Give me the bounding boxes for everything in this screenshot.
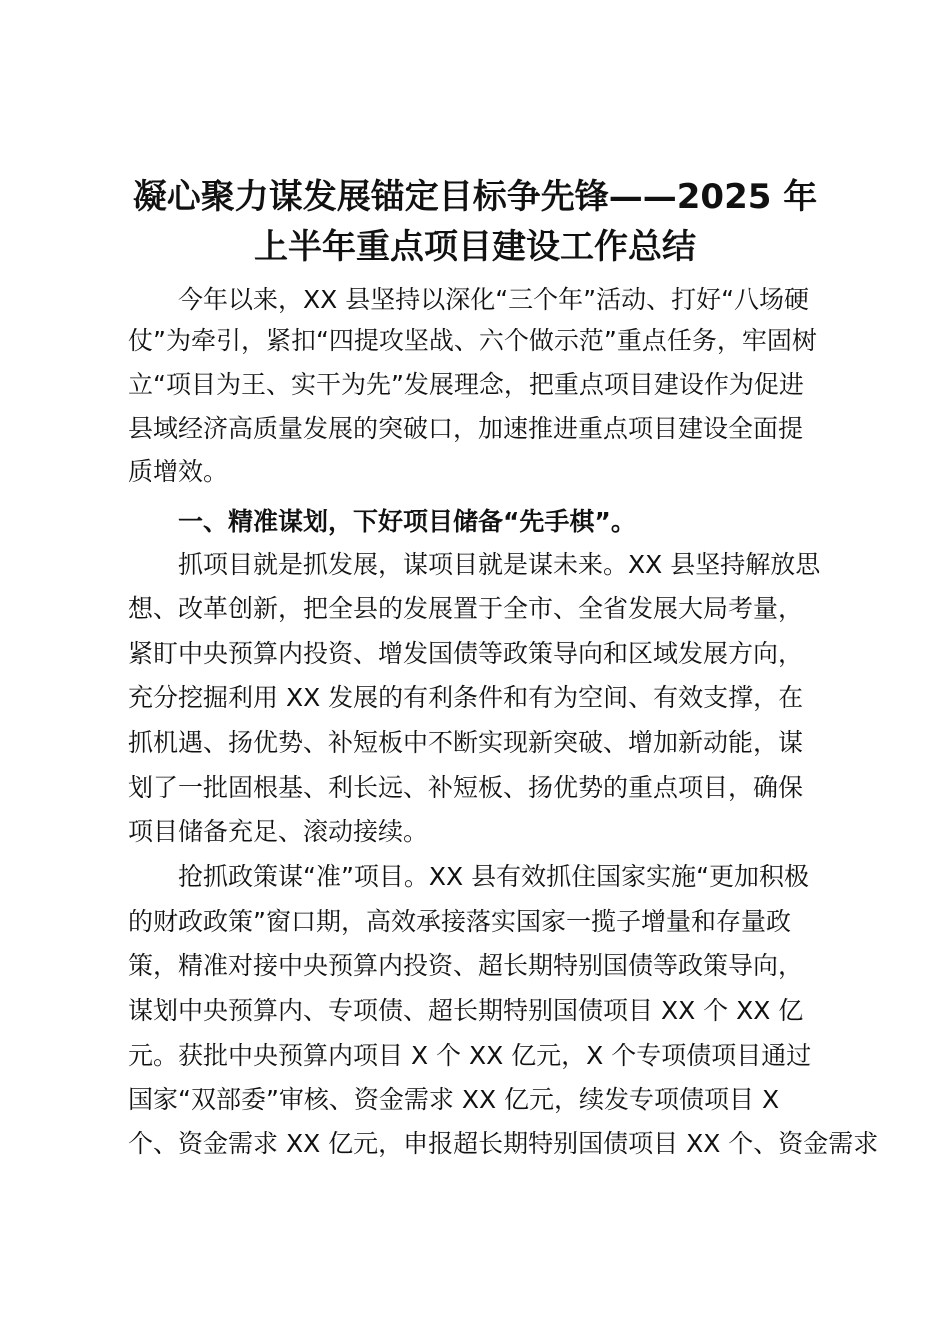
body-line: 充分挖掘利用 XX 发展的有利条件和有为空间、有效支撑，在 bbox=[128, 683, 804, 712]
section-heading: 一、精准谋划，下好项目储备“先手棋”。 bbox=[178, 507, 636, 536]
body-line: 质增效。 bbox=[128, 457, 229, 486]
body-line: 想、改革创新，把全县的发展置于全市、全省发展大局考量， bbox=[128, 594, 804, 623]
body-line: 的财政政策”窗口期，高效承接落实国家一揽子增量和存量政 bbox=[128, 907, 791, 936]
body-line: 仗”为牵引，紧扣“四提攻坚战、六个做示范”重点任务，牢固树 bbox=[128, 326, 817, 355]
body-line: 抓机遇、扬优势、补短板中不断实现新突破、增加新动能，谋 bbox=[128, 728, 804, 757]
body-line: 抢抓政策谋“准”项目。XX 县有效抓住国家实施“更加积极 bbox=[178, 862, 810, 891]
body-line: 元。获批中央预算内项目 X 个 XX 亿元，X 个专项债项目通过 bbox=[128, 1041, 812, 1070]
document-title-line-2: 上半年重点项目建设工作总结 bbox=[254, 227, 696, 267]
body-line: 国家“双部委”审核、资金需求 XX 亿元，续发专项债项目 X bbox=[128, 1085, 780, 1114]
body-line: 抓项目就是抓发展，谋项目就是谋未来。XX 县坚持解放思 bbox=[178, 550, 821, 579]
body-line: 项目储备充足、滚动接续。 bbox=[128, 817, 429, 846]
body-line: 个、资金需求 XX 亿元，申报超长期特别国债项目 XX 个、资金需求 bbox=[128, 1129, 879, 1158]
body-line: 立“项目为王、实干为先”发展理念，把重点项目建设作为促进 bbox=[128, 370, 804, 399]
body-line: 谋划中央预算内、专项债、超长期特别国债项目 XX 个 XX 亿 bbox=[128, 996, 804, 1025]
body-line: 紧盯中央预算内投资、增发国债等政策导向和区域发展方向， bbox=[128, 639, 804, 668]
body-line: 县域经济高质量发展的突破口，加速推进重点项目建设全面提 bbox=[128, 414, 804, 443]
document-title-line-1: 凝心聚力谋发展锚定目标争先锋——2025 年 bbox=[132, 177, 818, 217]
body-line: 划了一批固根基、利长远、补短板、扬优势的重点项目，确保 bbox=[128, 773, 804, 802]
body-line: 今年以来，XX 县坚持以深化“三个年”活动、打好“八场硬 bbox=[178, 285, 810, 314]
body-line: 策，精准对接中央预算内投资、超长期特别国债等政策导向， bbox=[128, 951, 804, 980]
